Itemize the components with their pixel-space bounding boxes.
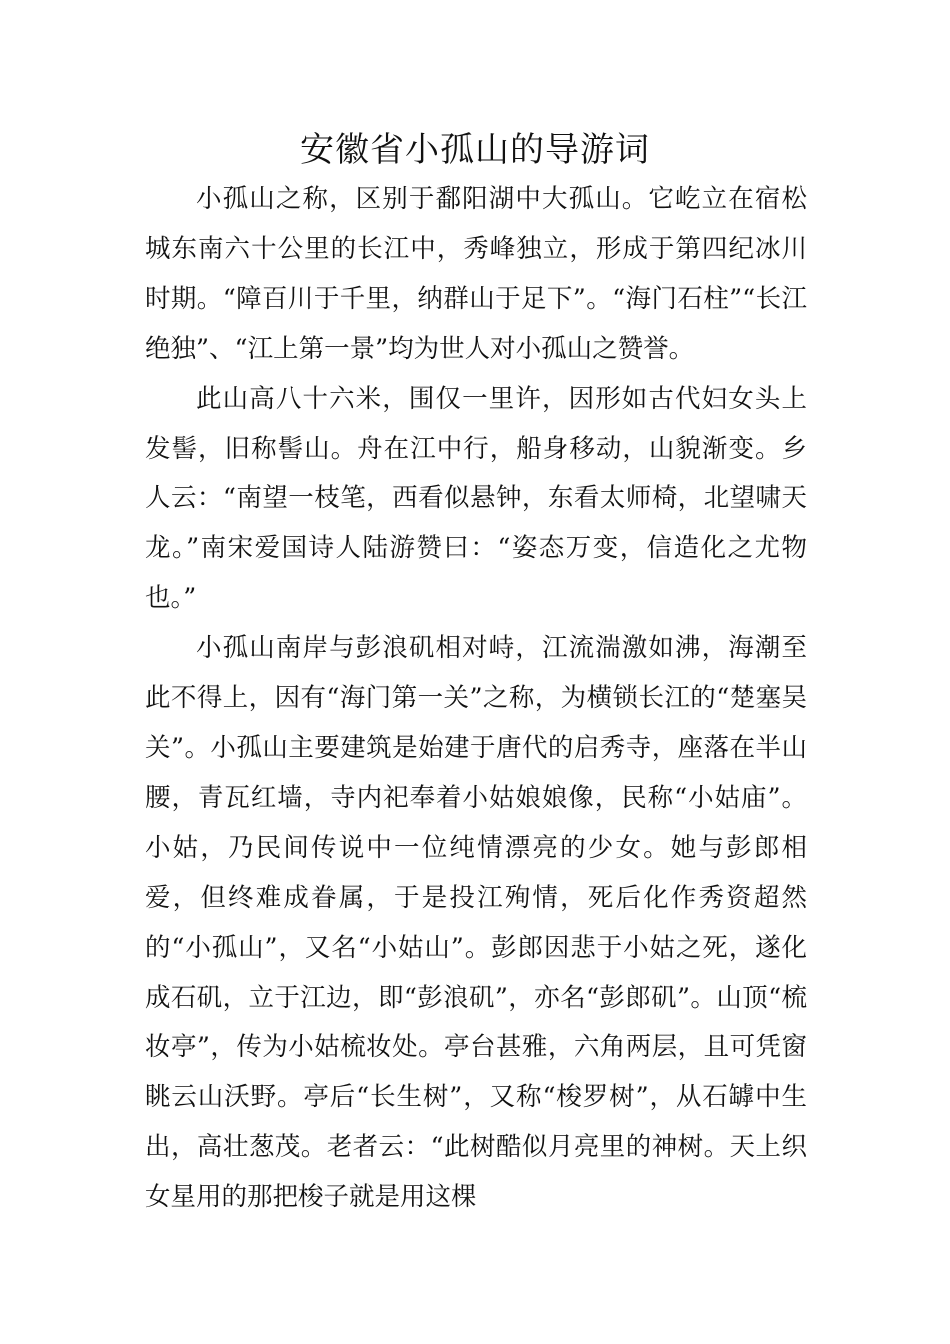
paragraph-2: 此山高八十六米，围仅一里许，因形如古代妇女头上发髻，旧称髻山。舟在江中行，船身移动，山貌渐变。乡人云：“南望一枝笔，西看似悬钟，东看太师椅，北望啸天龙。”南宋爱国诗人陆游赞曰：“姿态万变，信造化之尤物也。” — [145, 383, 807, 614]
paragraph-1: 小孤山之称，区别于鄱阳湖中大孤山。它屹立在宿松城东南六十公里的长江中，秀峰独立，形成于第四纪冰川时期。“障百川于千里，纳群山于足下”。“海门石柱”“长江绝独”、“江上第一景”均为世人对小孤山之赞誉。 — [145, 184, 807, 364]
document-body — [145, 175, 807, 1223]
paragraph-3: 小孤山南岸与彭浪矶相对峙，江流湍激如沸，海潮至此不得上，因有“海门第一关”之称，为横锁长江的“楚塞吴关”。小孤山主要建筑是始建于唐代的启秀寺，座落在半山腰，青瓦红墙，寺内祀奉着小姑娘娘像，民称“小姑庙”。小姑，乃民间传说中一位纯情漂亮的少女。她与彭郎相爱，但终难成眷属，于是投江殉情，死后化作秀资超然的“小孤山”，又名“小姑山”。彭郎因悲于小姑之死，遂化成石矶，立于江边，即“彭浪矶”，亦名“彭郎矶”。山顶“梳妆亭”，传为小姑梳妆处。亭台甚雅，六角两层，且可凭窗眺云山沃野。亭后“长生树”，又称“梭罗树”，从石罅中生出，高壮葱茂。老者云：“此树酷似月亮里的神树。天上织女星用的那把梭子就是用这棵 — [145, 633, 807, 1213]
page-title: 安徽省小孤山的导游词 — [300, 130, 650, 170]
